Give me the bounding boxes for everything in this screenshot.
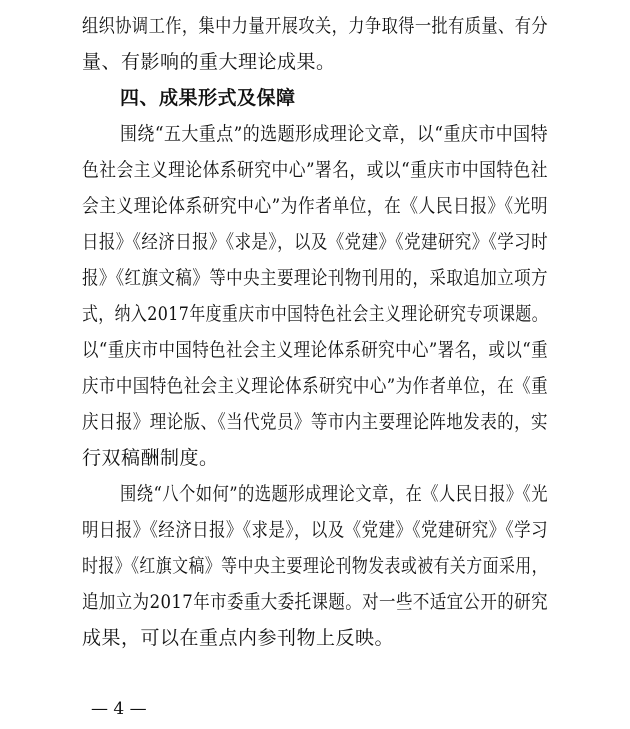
body-line: 行双稿酬制度。 xyxy=(82,447,219,469)
body-line: 追加立为2017年市委重大委托课题。对一些不适宜公开的研究 xyxy=(82,591,548,613)
body-line: 庆日报》理论版、《当代党员》等市内主要理论阵地发表的，实 xyxy=(82,411,548,433)
body-line: 日报》《经济日报》《求是》，以及《党建》《党建研究》《学习时 xyxy=(82,231,548,253)
body-line: 会主义理论体系研究中心”为作者单位，在《人民日报》《光明 xyxy=(82,195,548,217)
body-line: 明日报》《经济日报》《求是》，以及《党建》《党建研究》《学习 xyxy=(82,519,548,541)
page-number: — 4 — xyxy=(91,699,147,719)
body-line: 时报》《红旗文稿》等中央主要理论刊物发表或被有关方面采用， xyxy=(82,555,548,577)
body-line: 式，纳入2017年度重庆市中国特色社会主义理论研究专项课题。 xyxy=(82,303,548,325)
paragraph-1-first-line: 围绕“五大重点”的选题形成理论文章，以“重庆市中国特 xyxy=(120,123,548,145)
body-line: 组织协调工作，集中力量开展攻关，力争取得一批有质量、有分 xyxy=(82,15,548,37)
body-line: 成果，可以在重点内参刊物上反映。 xyxy=(82,627,395,649)
body-line: 色社会主义理论体系研究中心”署名，或以“重庆市中国特色社 xyxy=(82,159,548,181)
body-line: 报》《红旗文稿》等中央主要理论刊物刊用的，采取追加立项方 xyxy=(82,267,548,289)
paragraph-2-first-line: 围绕“八个如何”的选题形成理论文章，在《人民日报》《光 xyxy=(120,483,548,505)
section-heading: 四、成果形式及保障 xyxy=(120,87,296,109)
body-line: 量、有影响的重大理论成果。 xyxy=(82,51,336,73)
body-line: 以“重庆市中国特色社会主义理论体系研究中心”署名，或以“重 xyxy=(82,339,548,361)
body-line: 庆市中国特色社会主义理论体系研究中心”为作者单位，在《重 xyxy=(82,375,548,397)
